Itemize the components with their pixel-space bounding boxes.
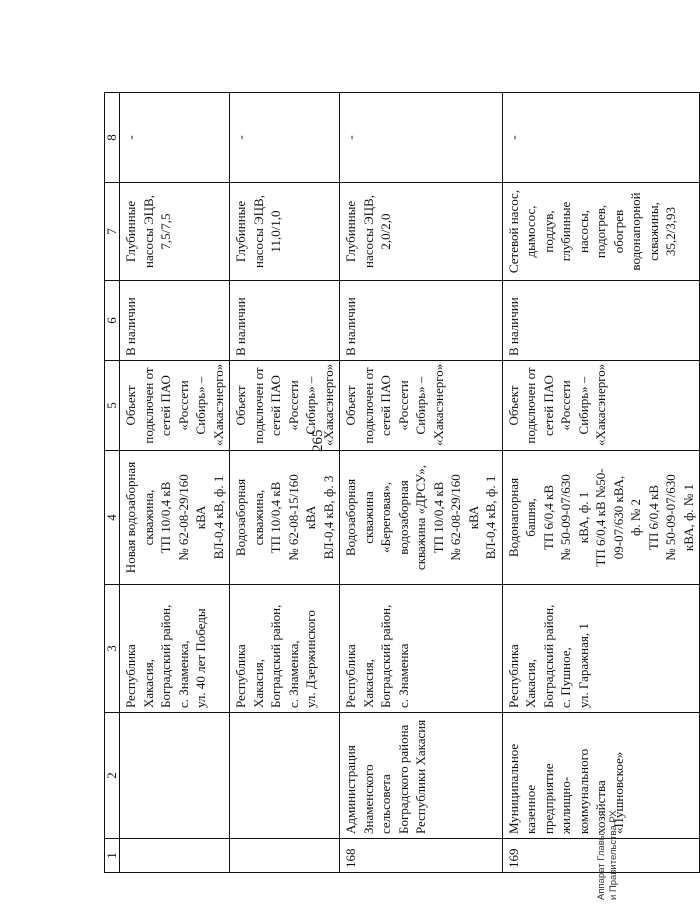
equipment-cell: Глубинные насосы ЭЦВ, 7,5/7,5	[120, 183, 230, 281]
table-row	[502, 93, 700, 873]
header-cell-1: 1	[105, 839, 120, 873]
organization-cell: Администрация Знаменского сельсовета Боградского района Республики Хакасия	[340, 713, 503, 839]
address-cell: Республика Хакасия, Боградский район, с. Пушное, ул. Гаражная, 1	[502, 585, 700, 713]
connection-cell: Объект подключен от сетей ПАО «Россети Сибирь» – «Хакасэнерго»	[340, 361, 503, 451]
organization-cell	[120, 713, 230, 839]
table-row	[340, 93, 503, 873]
address-cell: Республика Хакасия, Боградский район, с. Знаменка, ул. Дзержинского	[230, 585, 340, 713]
header-row	[105, 93, 120, 873]
header-cell-6: 6	[105, 281, 120, 361]
organization-cell	[230, 713, 340, 839]
row-number	[120, 839, 230, 873]
row-number	[230, 839, 340, 873]
equipment-cell: Сетевой насос, дымосос, поддув, глубинные насосы, подогрев, обогрев водонапорной скважины, 35,2/3,93	[502, 183, 700, 281]
address-cell: Республика Хакасия, Боградский район, с. Знаменка, ул. 40 лет Победы	[120, 585, 230, 713]
availability-cell: В наличии	[230, 281, 340, 361]
equipment-table	[104, 92, 700, 873]
row-number: 169	[502, 839, 700, 873]
connection-cell: Объект подключен от сетей ПАО «Россети Сибирь» – «Хакасэнерго»	[120, 361, 230, 451]
address-cell: Республика Хакасия, Боградский район, с. Знаменка	[340, 585, 503, 713]
object-cell: Водозаборная скважина, ТП 10/0,4 кВ № 62-08-15/160 кВА ВЛ-0,4 кВ, ф. 3	[230, 451, 340, 585]
row-number: 168	[340, 839, 503, 873]
header-cell-4: 4	[105, 451, 120, 585]
availability-cell: В наличии	[120, 281, 230, 361]
availability-cell: В наличии	[502, 281, 700, 361]
availability-cell: В наличии	[340, 281, 503, 361]
note-cell: -	[120, 93, 230, 183]
note-cell: -	[230, 93, 340, 183]
connection-cell: Объект подключен от сетей ПАО «Россети Сибирь» – «Хакасэнерго»	[502, 361, 700, 451]
equipment-cell: Глубинные насосы ЭЦВ, 2,0/2,0	[340, 183, 503, 281]
organization-cell: Муниципальное казенное предприятие жилищно- коммунального хозяйства «Пушновское»	[502, 713, 700, 839]
table-row	[120, 93, 230, 873]
object-cell: Водозаборная скважина «Береговая», водозаборная скважина «ДРСУ», ТП 10/0,4 кВ № 62-08-29/160 кВА ВЛ-0,4 кВ, ф. 1	[340, 451, 503, 585]
header-cell-3: 3	[105, 585, 120, 713]
note-cell: -	[340, 93, 503, 183]
footer-line-2: и Правительства РХ	[608, 810, 619, 900]
header-cell-7: 7	[105, 183, 120, 281]
object-cell: Новая водозаборная скважина, ТП 10/0,4 кВ № 62-08-29/160 кВА ВЛ-0,4 кВ, ф. 1	[120, 451, 230, 585]
header-cell-8: 8	[105, 93, 120, 183]
footer-line-1: Аппарат Главы	[596, 833, 607, 900]
header-cell-2: 2	[105, 713, 120, 839]
equipment-cell: Глубинные насосы ЭЦВ, 11,0/1,0	[230, 183, 340, 281]
footer-stamp	[596, 810, 620, 900]
connection-cell: Объект подключен от сетей ПАО «Россети Сибирь» – «Хакасэнерго»	[230, 361, 340, 451]
object-cell: Водонапорная башня, ТП 6/0,4 кВ № 50-09-07/630 кВА, ф. 1 ТП 6/0,4 кВ №50- 09-07/630 кВА, ф. № 2 ТП 6/0,4 кВ № 50-09-07/630 кВА, ф. № 1	[502, 451, 700, 585]
note-cell: -	[502, 93, 700, 183]
table-row	[230, 93, 340, 873]
page-number: 265	[310, 429, 326, 452]
header-cell-5: 5	[105, 361, 120, 451]
